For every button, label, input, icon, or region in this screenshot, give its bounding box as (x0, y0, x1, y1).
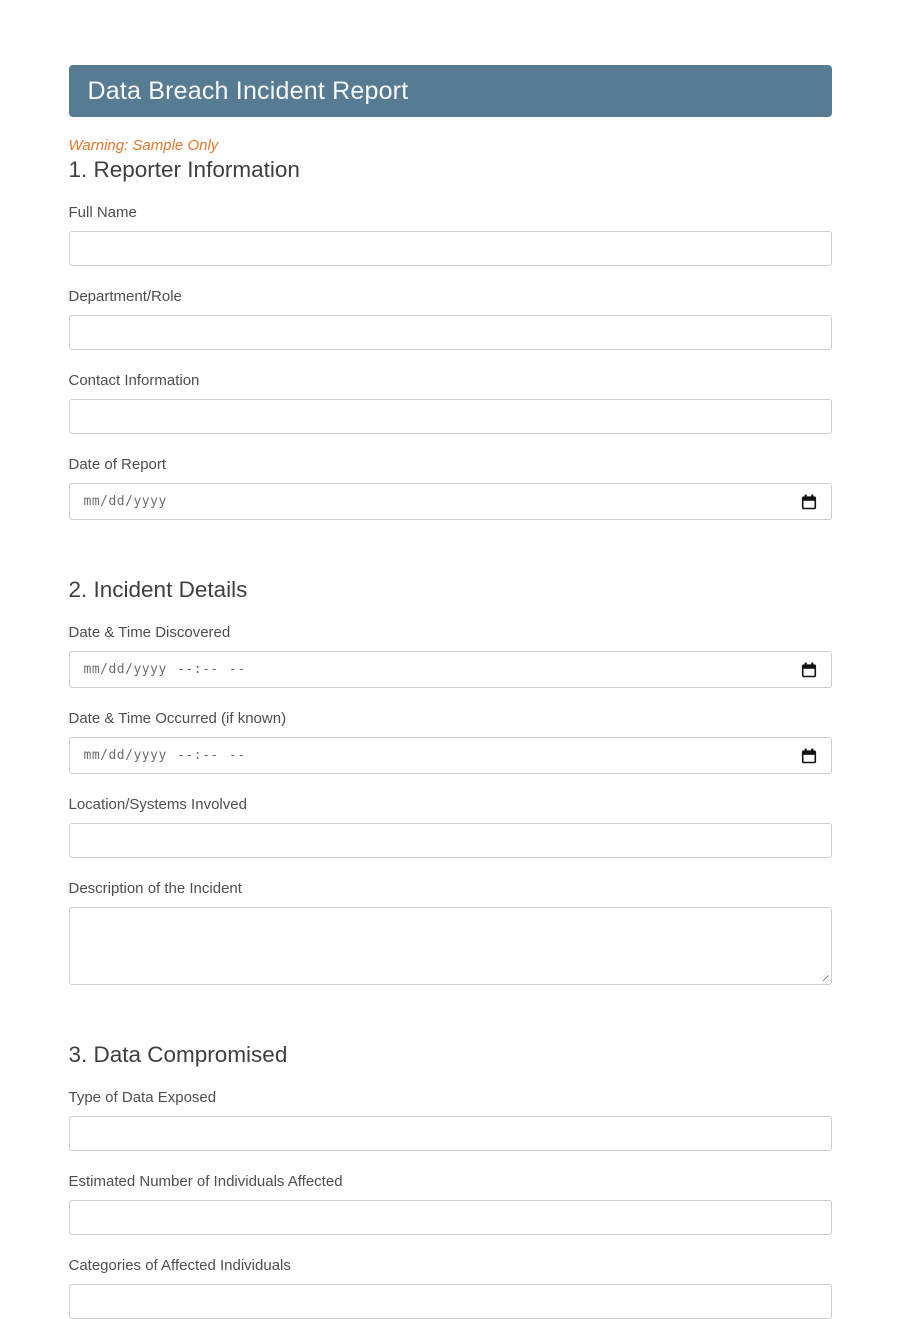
form-field (69, 796, 832, 858)
text-input[interactable] (69, 1200, 832, 1235)
sample-warning: Warning: Sample Only (68, 137, 219, 154)
form-container (69, 0, 832, 1319)
field-label: Estimated Number of Individuals Affected (68, 1173, 343, 1190)
section-heading: 2. Incident Details (68, 577, 248, 602)
date-placeholder: mm/dd/yyyy (83, 494, 167, 509)
date-placeholder: mm/dd/yyyy --:-- -- (83, 662, 246, 677)
text-input[interactable] (69, 1284, 832, 1319)
form-field (69, 204, 832, 266)
textarea-input[interactable] (69, 907, 832, 985)
page-title: Data Breach Incident Report (87, 76, 409, 105)
calendar-icon[interactable] (801, 494, 817, 510)
field-label: Department/Role (68, 288, 182, 305)
form-sections (69, 157, 832, 1319)
text-input[interactable] (69, 823, 832, 858)
datetime-input[interactable] (69, 737, 832, 774)
calendar-icon[interactable] (801, 662, 817, 678)
form-field (69, 372, 832, 434)
section-heading: 1. Reporter Information (68, 157, 300, 182)
field-label: Description of the Incident (68, 880, 242, 897)
field-label: Date of Report (68, 456, 167, 473)
date-input[interactable] (69, 483, 832, 520)
form-field (69, 288, 832, 350)
field-label: Date & Time Occurred (if known) (68, 710, 287, 727)
section-heading: 3. Data Compromised (68, 1042, 288, 1067)
form-field (69, 880, 832, 985)
form-section (69, 577, 832, 985)
form-field (69, 624, 832, 688)
datetime-input[interactable] (69, 651, 832, 688)
text-input[interactable] (69, 1116, 832, 1151)
form-field (69, 456, 832, 520)
field-label: Location/Systems Involved (68, 796, 247, 813)
field-label: Contact Information (68, 372, 200, 389)
calendar-icon[interactable] (801, 748, 817, 764)
date-placeholder: mm/dd/yyyy --:-- -- (83, 748, 246, 763)
text-input[interactable] (69, 315, 832, 350)
form-section (69, 1042, 832, 1319)
form-section (69, 157, 832, 520)
text-input[interactable] (69, 399, 832, 434)
form-field (69, 1173, 832, 1235)
form-field (69, 1257, 832, 1319)
field-label: Categories of Affected Individuals (68, 1257, 291, 1274)
textarea-wrap (69, 907, 832, 985)
form-header (69, 65, 832, 117)
form-field (69, 1089, 832, 1151)
field-label: Type of Data Exposed (68, 1089, 217, 1106)
field-label: Full Name (68, 204, 137, 221)
form-field (69, 710, 832, 774)
field-label: Date & Time Discovered (68, 624, 231, 641)
text-input[interactable] (69, 231, 832, 266)
